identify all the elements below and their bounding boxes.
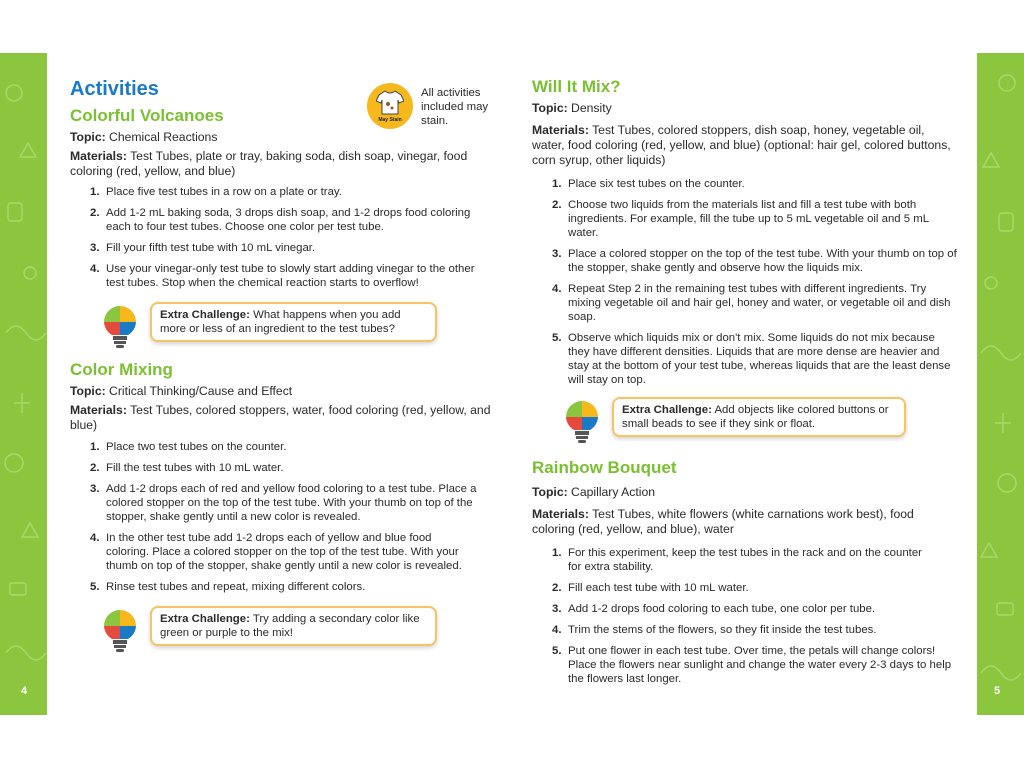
step-text: Trim the stems of the flowers, so they fit inside the test tubes. (568, 624, 877, 636)
step-item: 1. Place six test tubes on the counter. (552, 178, 745, 190)
steps-list (70, 440, 495, 594)
topic-text: Chemical Reactions (109, 130, 218, 144)
left-decorative-band (0, 53, 47, 715)
step-text: Add 1-2 mL baking soda, 3 drops dish soap, and 1-2 drops food coloring each to four test tubes. Choose one color per test tube. (106, 207, 471, 233)
challenge-text: What happens when you add more or less of an ingredient to the test tubes? (160, 309, 401, 335)
topic-label: Topic: (532, 485, 568, 499)
challenge-text: Try adding a secondary color like green or purple to the mix! (160, 613, 420, 639)
materials-label: Materials: (70, 149, 127, 163)
extra-challenge (70, 608, 495, 652)
step-text: Repeat Step 2 in the remaining test tubes with different ingredients. Try mixing vegetable oil and hair gel, honey and water, or vegetable oil and dish soap. (568, 283, 951, 323)
step-item: 5. Observe which liquids mix or don't mix. Some liquids do not mix because they have different densities. Liquids that are more dense are heavier and stay at the bottom of your test tube, whereas liquids that are the least dense will stay on top. (552, 332, 951, 386)
materials-line (70, 403, 495, 433)
step-text: Add 1-2 drops food coloring to each tube, one color per tube. (568, 603, 876, 615)
extra-challenge (532, 399, 957, 443)
right-page (532, 76, 957, 686)
step-text: Fill your fifth test tube with 10 mL vinegar. (106, 242, 316, 254)
materials-text: Test Tubes, plate or tray, baking soda, dish soap, vinegar, food coloring (red, yellow, and blue) (70, 149, 468, 178)
topic-line (70, 130, 495, 145)
materials-text: Test Tubes, colored stoppers, dish soap, honey, vegetable oil, water, food coloring (red, yellow, and blue) (optional: hair gel, colored buttons, corn syrup, other liquids) (532, 123, 951, 167)
topic-line (70, 384, 495, 399)
step-item: 4. Repeat Step 2 in the remaining test tubes with different ingredients. Try mixing vegetable oil and hair gel, honey and water, or vegetable oil and dish soap. (552, 283, 951, 323)
step-text: Put one flower in each test tube. Over time, the petals will change colors! Place the flowers near sunlight and change the water every 2-3 days to help the flowers last longer. (568, 645, 952, 685)
science-pattern-icon (977, 53, 1024, 715)
left-page (70, 76, 495, 652)
step-item: 1. For this experiment, keep the test tubes in the rack and on the counter for extra stability. (552, 547, 922, 573)
topic-label: Topic: (532, 101, 568, 115)
materials-label: Materials: (532, 123, 589, 137)
step-item: 3. Place a colored stopper on the top of the test tube. With your thumb on top of the stopper, shake gently and observe how the liquids mix. (552, 248, 957, 274)
step-text: Use your vinegar-only test tube to slowly start adding vinegar to the other test tubes. Stop when the chemical reaction starts to overflow! (106, 263, 475, 289)
extra-challenge (70, 304, 495, 348)
step-item: 5. Put one flower in each test tube. Over time, the petals will change colors! Place the flowers near sunlight and change the water every 2-3 days to help the flowers last longer. (552, 645, 952, 685)
topic-label: Topic: (70, 130, 106, 144)
topic-text: Critical Thinking/Cause and Effect (109, 384, 293, 398)
topic-text: Capillary Action (571, 485, 656, 499)
step-item: 1. Place two test tubes on the counter. (90, 441, 287, 453)
step-text: Fill the test tubes with 10 mL water. (106, 462, 284, 474)
step-text: In the other test tube add 1-2 drops each of yellow and blue food coloring. Place a colored stopper on the top of the test tube. With your thumb on top of the stopper, shake gently until a new color is revealed. (106, 532, 462, 572)
materials-line (532, 123, 957, 168)
steps-list (532, 546, 957, 686)
science-pattern-icon (0, 53, 47, 715)
puzzle-lightbulb-icon (102, 304, 138, 352)
challenge-box (150, 302, 437, 342)
page-title: Activities (70, 78, 159, 100)
step-text: Place six test tubes on the counter. (568, 178, 745, 190)
topic-label: Topic: (70, 384, 106, 398)
challenge-label: Extra Challenge: (160, 613, 250, 625)
step-item: 4. Trim the stems of the flowers, so they fit inside the test tubes. (552, 624, 877, 636)
puzzle-lightbulb-icon (564, 399, 600, 447)
materials-line (70, 149, 495, 179)
page-number-left: 4 (21, 685, 28, 697)
may-stain-label: May Stain (378, 117, 402, 123)
right-decorative-band (977, 53, 1024, 715)
step-text: For this experiment, keep the test tubes in the rack and on the counter for extra stability. (568, 547, 922, 573)
section-heading-rainbow-bouquet: Rainbow Bouquet (532, 458, 677, 477)
materials-label: Materials: (532, 507, 589, 521)
materials-label: Materials: (70, 403, 127, 417)
challenge-box (612, 397, 906, 437)
step-text: Choose two liquids from the materials list and fill a test tube with both ingredients. For example, fill the tube up to 5 mL vegetable oil and 5 mL water. (568, 199, 929, 239)
step-text: Place two test tubes on the counter. (106, 441, 287, 453)
step-item: 5. Rinse test tubes and repeat, mixing different colors. (90, 581, 366, 593)
materials-text: Test Tubes, white flowers (white carnations work best), food coloring (red, yellow, and blue), water (532, 507, 914, 536)
page-number-right: 5 (994, 685, 1001, 697)
step-item: 3. Add 1-2 drops each of red and yellow food coloring to a test tube. Place a colored stopper on the top of the test tube. With your thumb on top of the stopper, shake gently until a new color is revealed. (90, 483, 477, 523)
section-heading-color-mixing: Color Mixing (70, 360, 173, 379)
challenge-label: Extra Challenge: (160, 309, 250, 321)
step-text: Place a colored stopper on the top of the test tube. With your thumb on top of the stopper, shake gently and observe how the liquids mix. (568, 248, 957, 274)
step-item: 4. Use your vinegar-only test tube to slowly start adding vinegar to the other test tubes. Stop when the chemical reaction starts to overflow! (90, 263, 475, 289)
steps-list (532, 177, 957, 387)
step-item: 2. Choose two liquids from the materials list and fill a test tube with both ingredients. For example, fill the tube up to 5 mL vegetable oil and 5 mL water. (552, 199, 929, 239)
step-text: Rinse test tubes and repeat, mixing different colors. (106, 581, 366, 593)
section-heading-volcanoes: Colorful Volcanoes (70, 106, 224, 125)
challenge-text: Add objects like colored buttons or small beads to see if they sink or float. (622, 404, 889, 430)
topic-text: Density (571, 101, 612, 115)
step-item: 2. Fill each test tube with 10 mL water. (552, 582, 749, 594)
steps-list (70, 185, 495, 290)
step-item: 2. Add 1-2 mL baking soda, 3 drops dish soap, and 1-2 drops food coloring each to four test tubes. Choose one color per test tube. (90, 207, 471, 233)
section-heading-will-it-mix: Will It Mix? (532, 77, 621, 96)
step-item: 3. Fill your fifth test tube with 10 mL vinegar. (90, 242, 316, 254)
step-item: 3. Add 1-2 drops food coloring to each tube, one color per tube. (552, 603, 876, 615)
materials-text: Test Tubes, colored stoppers, water, food coloring (red, yellow, and blue) (70, 403, 491, 432)
challenge-box (150, 606, 437, 646)
materials-line (532, 507, 957, 537)
step-text: Fill each test tube with 10 mL water. (568, 582, 749, 594)
challenge-label: Extra Challenge: (622, 404, 712, 416)
step-item: 2. Fill the test tubes with 10 mL water. (90, 462, 284, 474)
step-item: 1. Place five test tubes in a row on a plate or tray. (90, 186, 342, 198)
topic-line (532, 485, 957, 500)
step-text: Observe which liquids mix or don't mix. Some liquids do not mix because they have different densities. Liquids that are more dense are heavier and stay at the bottom of your test tube, whereas liquids that are the least dense will stay on top. (568, 332, 951, 386)
step-text: Add 1-2 drops each of red and yellow food coloring to a test tube. Place a colored stopper on the top of the test tube. With your thumb on top of the stopper, shake gently until a new color is revealed. (106, 483, 477, 523)
step-item: 4. In the other test tube add 1-2 drops each of yellow and blue food coloring. Place a colored stopper on the top of the test tube. With your thumb on top of the stopper, shake gently until a new color is revealed. (90, 532, 462, 572)
topic-line (532, 101, 957, 116)
stain-note: All activities included may stain. (421, 87, 489, 127)
step-text: Place five test tubes in a row on a plate or tray. (106, 186, 342, 198)
puzzle-lightbulb-icon (102, 608, 138, 656)
